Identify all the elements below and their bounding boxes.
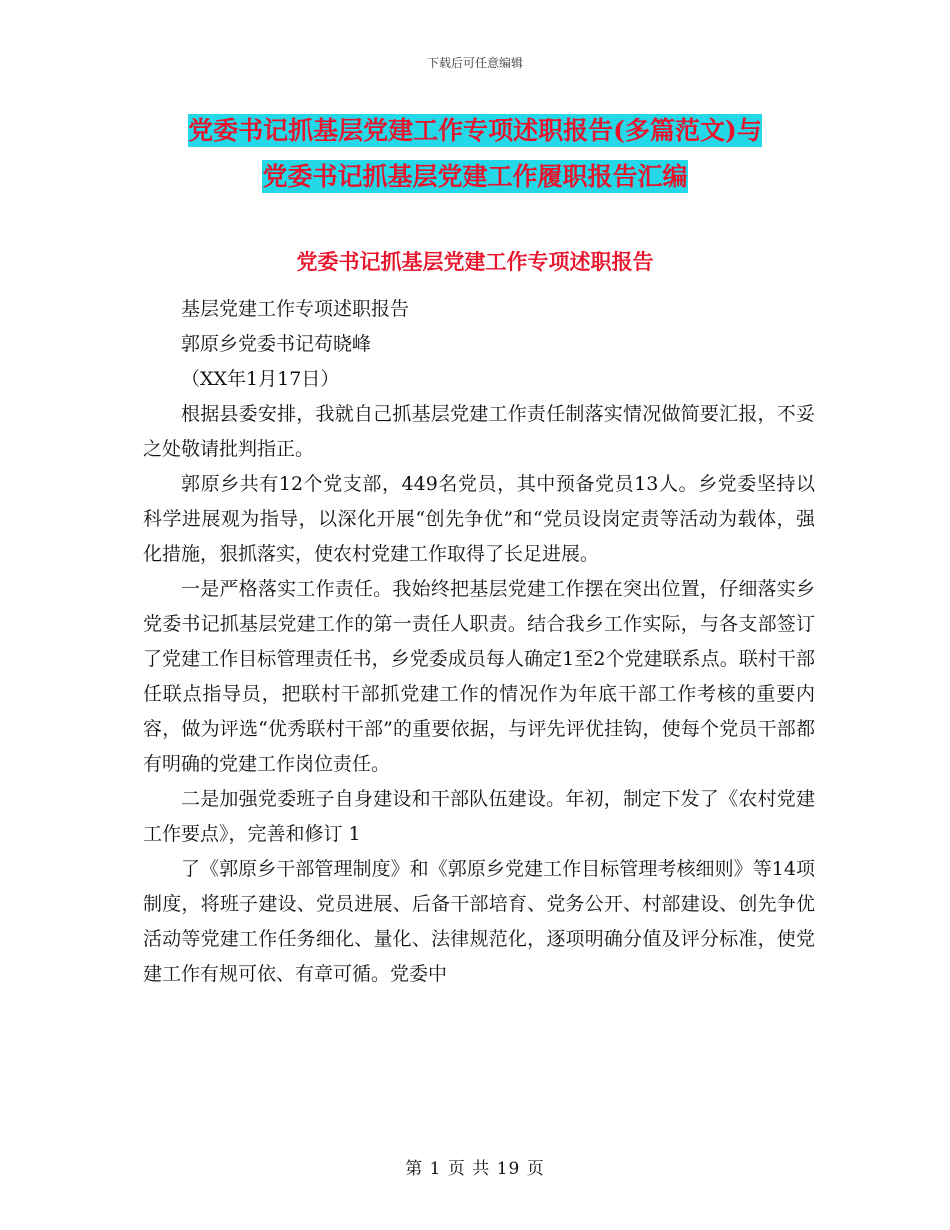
paragraph: 一是严格落实工作责任。我始终把基层党建工作摆在突出位置，仔细落实乡党委书记抓基层党建工作的第一责任人职责。结合我乡工作实际，与各支部签订了党建工作目标管理责任书，乡党委成员每人确定1至2个党建联系点。联村干部任联点指导员，把联村干部抓党建工作的情况作为年底干部工作考核的重要内容，做为评选“优秀联村干部”的重要依据，与评先评优挂钩，使每个党员干部都有明确的党建工作岗位责任。 (143, 578, 815, 775)
main-title-line2: 党委书记抓基层党建工作履职报告汇编 (262, 162, 688, 191)
paragraph-author: 郭原乡党委书记苟晓峰 (181, 333, 372, 355)
paragraph: 了《郭原乡干部管理制度》和《郭原乡党建工作目标管理考核细则》等14项制度，将班子建设、党员进展、后备干部培育、党务公开、村部建设、创先争优活动等党建工作任务细化、量化、法律规范化，逐项明确分值及评分标准，使党建工作有规可依、有章可循。党委中 (143, 858, 815, 985)
main-title-line1: 党委书记抓基层党建工作专项述职报告(多篇范文)与 (188, 116, 762, 145)
page-footer: 第 1 页 共 19 页 (405, 1159, 545, 1179)
paragraph: 根据县委安排，我就自己抓基层党建工作责任制落实情况做简要汇报，不妥之处敬请批判指正。 (143, 403, 815, 460)
header-note: 下载后可任意编辑 (426, 56, 523, 70)
main-title (0, 108, 950, 200)
paragraph: 郭原乡共有12个党支部，449名党员，其中预备党员13人。乡党委坚持以科学进展观为指导，以深化开展“创先争优”和“党员设岗定责等活动为载体，强化措施，狠抓落实，使农村党建工作取得了长足进展。 (143, 473, 815, 565)
paragraph-report-title: 基层党建工作专项述职报告 (181, 298, 410, 320)
paragraph-date: （XX年1月17日） (181, 368, 340, 390)
body-text (143, 292, 815, 992)
paragraph: 二是加强党委班子自身建设和干部队伍建设。年初，制定下发了《农村党建工作要点》，完善和修订 1 (143, 788, 815, 845)
section-title: 党委书记抓基层党建工作专项述职报告 (296, 249, 654, 274)
